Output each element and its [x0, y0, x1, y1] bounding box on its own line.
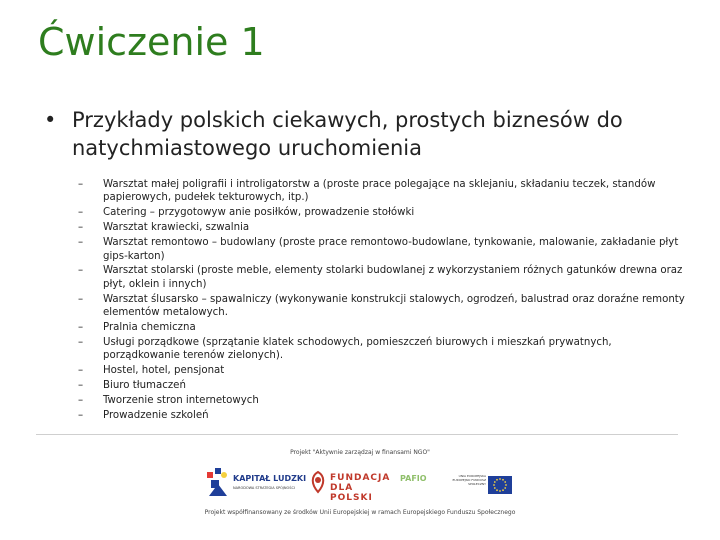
list-item-text: Prowadzenie szkoleń — [103, 410, 209, 421]
dash-marker: – — [78, 179, 84, 190]
list-item — [78, 409, 688, 422]
cofinance-caption: Projekt współfinansowany ze środków Unii Europejskiej w ramach Europejskiego Funduszu Społecznego — [204, 509, 516, 516]
kapital-ludzki-name: KAPITAŁ LUDZKI — [233, 474, 307, 483]
list-item — [78, 379, 688, 392]
list-item — [78, 394, 688, 407]
dash-marker: – — [78, 265, 84, 277]
pfio-name: PAFIO — [400, 474, 427, 483]
list-item-text: Hostel, hotel, pensjonat — [103, 365, 225, 377]
dash-marker: – — [78, 293, 84, 305]
list-item-text: Warsztat krawiecki, szwalnia — [103, 222, 250, 234]
dash-marker: – — [78, 336, 84, 348]
list-item — [78, 321, 688, 334]
list-item-text: Tworzenie stron internetowych — [103, 395, 259, 407]
fundacja-name: FUNDACJA DLA POLSKI — [330, 473, 391, 503]
eu-logo — [444, 470, 514, 500]
list-item — [78, 221, 688, 234]
pfio-logo — [400, 474, 432, 496]
slide-title: Ćwiczenie 1 — [38, 20, 265, 64]
kapital-ludzki-emblem-icon — [205, 466, 231, 498]
list-item — [78, 293, 688, 320]
list-item-text: Warsztat ślusarsko – spawalniczy (wykonywanie konstrukcji stalowych, ogrodzeń, balustrad oraz doraźne remonty elementów metalowych. — [103, 293, 685, 319]
main-bullet-text: Przykłady polskich ciekawych, prostych biznesów do natychmiastowego uruchomienia — [72, 108, 623, 160]
dash-marker: – — [78, 237, 84, 249]
dash-marker: – — [78, 410, 84, 421]
list-item-text: Usługi porządkowe (sprzątanie klatek schodowych, pomieszczeń biurowych i mieszkań prywatnych, porządkowanie terenów zielonych). — [103, 336, 612, 362]
list-item-text: Catering – przygotowyw anie posiłków, prowadzenie stołówki — [103, 207, 415, 219]
dash-marker: – — [78, 222, 84, 234]
dash-marker: – — [78, 365, 84, 377]
list-item-text: Warsztat remontowo – budowlany (proste prace remontowo-budowlane, tynkowanie, malowanie, zakładanie płyt gips-karton) — [103, 237, 679, 262]
list-item-text: Pralnia chemiczna — [103, 322, 196, 334]
list-item — [78, 364, 688, 377]
dash-marker: – — [78, 395, 84, 407]
dash-marker: – — [78, 322, 84, 334]
list-item — [78, 264, 688, 291]
list-item-text: Biuro tłumaczeń — [103, 380, 186, 392]
footer-divider — [36, 434, 678, 435]
kapital-ludzki-sub: NARODOWA STRATEGIA SPÓJNOŚCI — [233, 486, 295, 490]
fundacja-logo — [308, 470, 391, 503]
bullet-marker: • — [44, 108, 57, 132]
list-item — [78, 236, 688, 263]
list-item — [78, 206, 688, 219]
main-bullet — [44, 106, 694, 162]
kapital-ludzki-logo — [205, 466, 305, 498]
project-caption: Projekt "Aktywnie zarządzaj w finansami NGO" — [290, 449, 430, 456]
dash-marker: – — [78, 380, 84, 392]
fundacja-emblem-icon — [308, 470, 328, 494]
dash-marker: – — [78, 207, 84, 219]
list-item — [78, 336, 688, 363]
eu-name: UNIA EUROPEJSKA EUROPEJSKI FUNDUSZ SPOŁECZNY — [452, 474, 486, 486]
list-item — [78, 178, 688, 205]
business-list — [78, 178, 688, 424]
list-item-text: Warsztat stolarski (proste meble, elementy stolarki budowlanej z wykorzystaniem różnych gatunków drewna oraz płyt, oklein i innych) — [103, 265, 683, 290]
eu-flag-icon — [488, 476, 512, 494]
list-item-text: Warsztat małej poligrafii i introligatorstw a (proste prace polegające na sklejaniu, składaniu teczek, standów papierowych, pudełek tekturowych, itp.) — [103, 179, 656, 204]
